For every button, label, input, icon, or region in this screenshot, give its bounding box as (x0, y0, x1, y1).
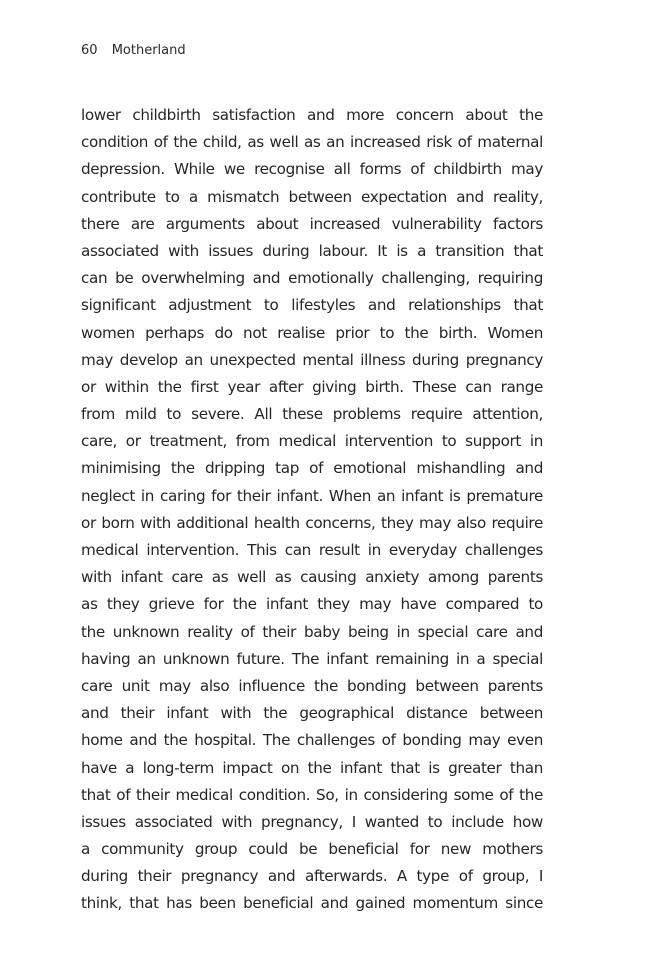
text-line: minimising the dripping tap of emotional mishandling and (81, 459, 543, 478)
text-line: and their infant with the geographical distance between (81, 704, 543, 723)
text-line: home and the hospital. The challenges of bonding may even (81, 731, 543, 750)
text-line: women perhaps do not realise prior to the birth. Women (81, 323, 543, 342)
running-title: Motherland (111, 43, 186, 58)
text-line: significant adjustment to lifestyles and relationships that (81, 296, 543, 315)
text-line: medical intervention. This can result in everyday challenges (81, 541, 543, 559)
text-line: there are arguments about increased vulnerability factors (81, 214, 543, 233)
text-line: have a long-term impact on the infant that is greater than (81, 758, 543, 777)
text-line: depression. While we recognise all forms of childbirth may (81, 160, 543, 179)
text-line: having an unknown future. The infant remaining in a special (81, 649, 543, 668)
running-head (81, 43, 186, 58)
text-line: lower childbirth satisfaction and more concern about the (81, 106, 543, 124)
text-line: a community group could be beneficial for new mothers (81, 840, 543, 859)
text-line: with infant care as well as causing anxiety among parents (81, 568, 543, 587)
text-line: care unit may also influence the bonding between parents (81, 676, 543, 695)
text-line: care, or treatment, from medical intervention to support in (81, 432, 543, 451)
text-line: associated with issues during labour. It is a transition that (81, 241, 543, 260)
text-line: during their pregnancy and afterwards. A type of group, I (81, 867, 543, 886)
text-line: issues associated with pregnancy, I wanted to include how (81, 812, 543, 831)
text-line: or within the first year after giving birth. These can range (81, 377, 543, 396)
text-line: or born with additional health concerns, they may also require (81, 513, 543, 532)
text-line: as they grieve for the infant they may have compared to (81, 595, 543, 614)
text-line: from mild to severe. All these problems require attention, (81, 405, 543, 424)
text-line: neglect in caring for their infant. When an infant is premature (81, 486, 543, 505)
text-line: think, that has been beneficial and gained momentum since (81, 894, 543, 913)
body-text (81, 102, 543, 918)
text-line: contribute to a mismatch between expectation and reality, (81, 187, 543, 206)
text-line: the unknown reality of their baby being in special care and (81, 622, 543, 641)
text-line: that of their medical condition. So, in considering some of the (81, 785, 543, 804)
text-line: condition of the child, as well as an increased risk of maternal (81, 133, 543, 152)
page-number: 60 (81, 43, 98, 58)
text-line: can be overwhelming and emotionally challenging, requiring (81, 269, 543, 288)
text-line: may develop an unexpected mental illness during pregnancy (81, 350, 543, 369)
